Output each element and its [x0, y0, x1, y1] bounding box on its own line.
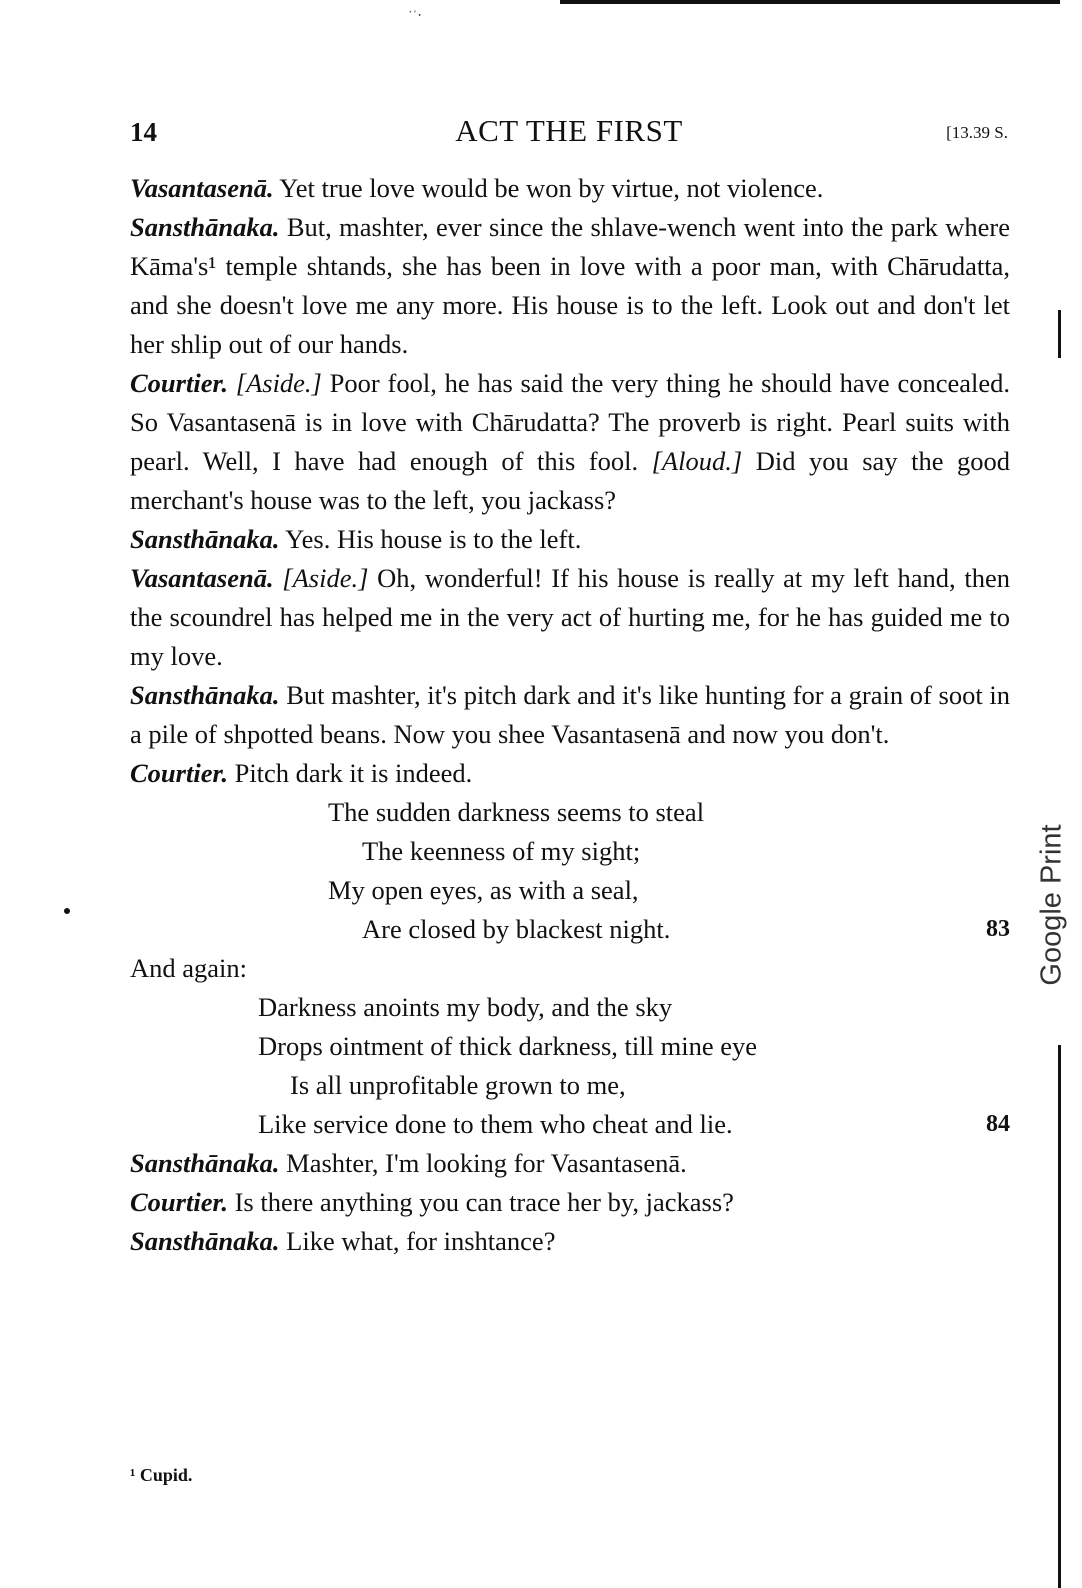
paragraph: [130, 754, 1010, 793]
dialogue-text: Like what, for inshtance?: [279, 1226, 556, 1256]
stage-direction: [Aside.]: [235, 368, 322, 398]
right-margin-rule-upper: [1058, 310, 1061, 358]
dialogue-text: Yes. His house is to the left.: [279, 524, 582, 554]
dialogue-text: Oh, wonderful! If his house is really at my left hand, then the scoundrel has helped me in the very act of hurting me, for he has guided me to my love.: [130, 563, 1010, 671]
verse-line: The sudden darkness seems to steal: [328, 797, 705, 827]
stage-direction: [Aloud.]: [651, 446, 743, 476]
and-again-line: And again:: [130, 953, 248, 983]
reference-mark: [13.39 S.: [946, 123, 1008, 142]
google-print-watermark: [1022, 805, 1082, 1005]
paragraph: [130, 1183, 1010, 1222]
page-body: [130, 169, 1010, 1261]
verse-line: Like service done to them who cheat and lie.: [258, 1109, 733, 1139]
speaker-name: Sansthānaka.: [130, 1226, 280, 1256]
verse-number: 83: [986, 916, 1010, 942]
page-header: [130, 113, 1008, 157]
dialogue-text: But, mashter, ever since the shlave-wench went into the park where Kāma's¹ temple shtands, she has been in love with a poor man, with Chārudatta, and she doesn't love me any more. His house is to the left. Look out and don't let her shlip out of our hands.: [130, 212, 1010, 359]
verse-line: Drops ointment of thick darkness, till mine eye: [258, 1031, 757, 1061]
verse-number: 84: [986, 1111, 1010, 1137]
verse-line: My open eyes, as with a seal,: [328, 875, 639, 905]
running-title: ACT THE FIRST: [455, 113, 683, 148]
scan-speck: ˙ˈ‧: [408, 9, 422, 24]
verse-line: Are closed by blackest night.: [362, 914, 671, 944]
verse-line: Is all unprofitable grown to me,: [290, 1070, 626, 1100]
speaker-name: Sansthānaka.: [130, 1148, 280, 1178]
paragraph: [130, 1144, 1010, 1183]
paragraph: [130, 520, 1010, 559]
verse-line: The keenness of my sight;: [362, 836, 641, 866]
speaker-name: Vasantasenā.: [130, 563, 274, 593]
google-print-label: Google Print: [1035, 824, 1068, 986]
dialogue-text: But mashter, it's pitch dark and it's like hunting for a grain of soot in a pile of shpotted beans. Now you shee Vasantasenā and now you don't.: [130, 680, 1010, 749]
paragraph: [130, 169, 1010, 208]
speaker-name: Sansthānaka.: [130, 524, 280, 554]
dialogue-text: Did you say the good merchant's house was to the left, you jackass?: [130, 446, 1010, 515]
verse-84: [130, 988, 1010, 1144]
paragraph: [130, 208, 1010, 364]
speaker-name: Sansthānaka.: [130, 212, 280, 242]
paragraph: [130, 676, 1010, 754]
dialogue-text: Pitch dark it is indeed.: [227, 758, 473, 788]
dialogue-text: Mashter, I'm looking for Vasantasenā.: [279, 1148, 687, 1178]
paragraph: [130, 559, 1010, 676]
speaker-name: Sansthānaka.: [130, 680, 280, 710]
dialogue-text: Is there anything you can trace her by, jackass?: [227, 1187, 734, 1217]
speaker-name: Vasantasenā.: [130, 173, 274, 203]
page-number: 14: [130, 117, 157, 147]
top-rule: [560, 0, 1060, 4]
speaker-name: Courtier.: [130, 368, 228, 398]
margin-dot: [64, 908, 70, 914]
right-margin-rule-lower: [1058, 1045, 1061, 1588]
dialogue-text: Poor fool, he has said the very thing he should have concealed. So Vasantasenā is in love with Chārudatta? The proverb is right. Pearl suits with pearl. Well, I have had enough of this fool.: [130, 368, 1011, 476]
paragraph: [130, 1222, 1010, 1261]
dialogue-text: Yet true love would be won by virtue, not violence.: [273, 173, 824, 203]
footnote: ¹ Cupid.: [130, 1465, 193, 1485]
speaker-name: Courtier.: [130, 1187, 228, 1217]
paragraph: [130, 364, 1010, 520]
speaker-name: Courtier.: [130, 758, 228, 788]
verse-line: Darkness anoints my body, and the sky: [258, 992, 673, 1022]
stage-direction: [Aside.]: [282, 563, 369, 593]
verse-83: [130, 793, 1010, 949]
